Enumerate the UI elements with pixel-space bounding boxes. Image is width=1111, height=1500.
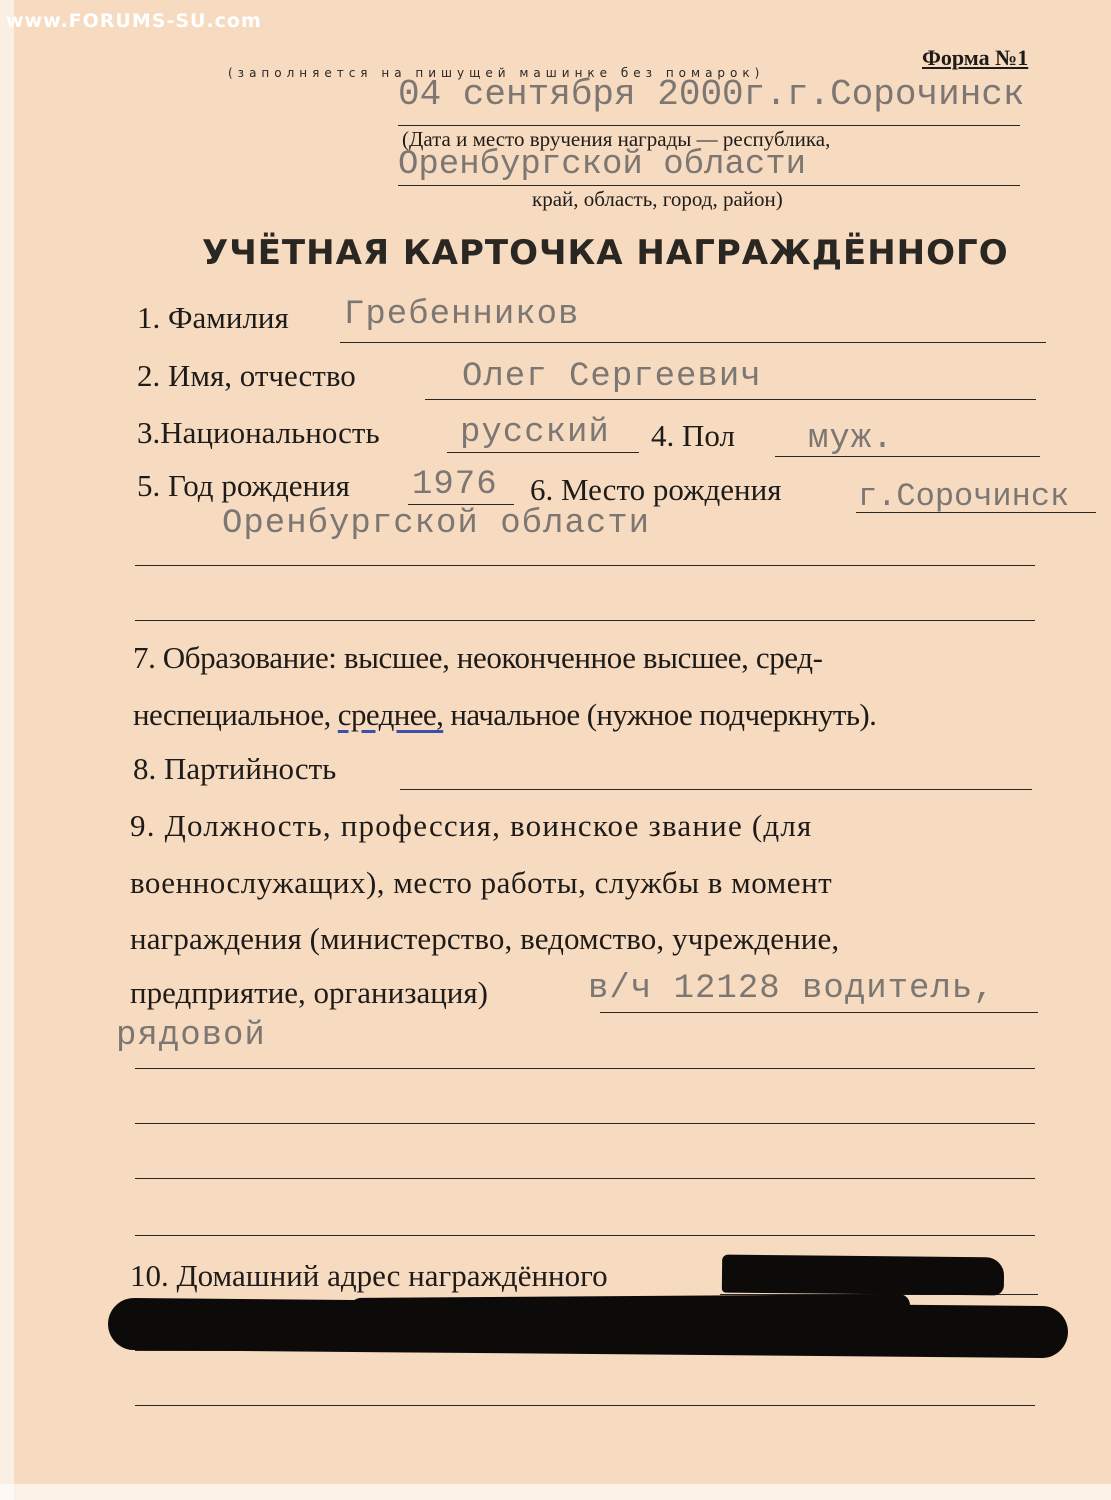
position-underline — [600, 1012, 1038, 1013]
position-text-line2: военнослужащих), место работы, службы в момент — [130, 865, 833, 900]
position-underline-5 — [135, 1235, 1035, 1236]
birth-year-value: 1976 — [412, 466, 498, 504]
birth-place-underline-2 — [135, 565, 1035, 566]
region-caption: край, область, город, район) — [532, 187, 783, 211]
position-text-line4: предприятие, организация) — [130, 975, 488, 1010]
sex-underline — [775, 456, 1040, 457]
education-text-line2 — [133, 697, 876, 733]
home-address-label: 10. Домашний адрес награждённого — [130, 1258, 608, 1293]
position-text-line1: 9. Должность, профессия, воинское звание (для — [130, 808, 813, 843]
watermark: www.FORUMS-SU.com — [6, 10, 262, 32]
position-underline-2 — [135, 1068, 1035, 1069]
education-option-group-a: неспециальное, — [133, 697, 338, 732]
typed-award-region: Оренбургской области — [398, 146, 807, 184]
fill-instruction: (заполняется на пишущей машинке без помарок) — [228, 66, 765, 80]
education-selected-option: среднее, — [337, 697, 444, 732]
home-address-redaction-3 — [350, 1294, 910, 1320]
name-patronymic-value: Олег Сергеевич — [462, 358, 762, 396]
position-text-line3: награждения (министерство, ведомство, учреждение, — [130, 921, 840, 956]
birth-place-underline — [856, 512, 1096, 513]
date-place-caption: (Дата и место вручения награды — республика, — [402, 127, 831, 151]
position-value-line2: рядовой — [116, 1017, 266, 1055]
birth-place-underline-3 — [135, 620, 1035, 621]
sex-value: муж. — [808, 420, 894, 458]
position-underline-4 — [135, 1178, 1035, 1179]
party-underline — [400, 789, 1032, 790]
party-label: 8. Партийность — [133, 751, 337, 786]
name-patronymic-label: 2. Имя, отчество — [137, 358, 356, 393]
paper-bottom-edge — [0, 1484, 1111, 1500]
birth-place-label: 6. Место рождения — [530, 472, 782, 507]
date-place-underline — [398, 125, 1020, 126]
birth-place-value-line1: г.Сорочинск — [858, 478, 1070, 515]
home-address-underline-3 — [135, 1405, 1035, 1406]
position-value-line1: в/ч 12128 водитель, — [588, 970, 995, 1008]
home-address-redaction-1 — [722, 1255, 1004, 1296]
name-patronymic-underline — [425, 399, 1036, 400]
region-underline — [398, 185, 1020, 186]
nationality-label: 3.Национальность — [137, 415, 380, 450]
surname-value: Гребенников — [344, 296, 580, 334]
education-text-line1: 7. Образование: высшее, неоконченное высшее, сред- — [133, 640, 823, 675]
birth-place-value-line2: Оренбургской области — [222, 505, 651, 543]
form-number: Форма №1 — [922, 45, 1029, 70]
card-title: УЧЁТНАЯ КАРТОЧКА НАГРАЖДЁННОГО — [202, 233, 1009, 273]
birth-year-label: 5. Год рождения — [137, 468, 350, 503]
sex-label: 4. Пол — [651, 418, 735, 453]
paper-left-edge — [0, 0, 14, 1500]
nationality-underline — [447, 452, 639, 453]
nationality-value: русский — [460, 414, 610, 452]
position-underline-3 — [135, 1123, 1035, 1124]
typed-award-date-place: 04 сентября 2000г.г.Сорочинск — [398, 74, 1025, 115]
surname-label: 1. Фамилия — [137, 300, 289, 335]
surname-underline — [340, 342, 1046, 343]
education-option-group-b: начальное (нужное подчеркнуть). — [443, 697, 877, 732]
